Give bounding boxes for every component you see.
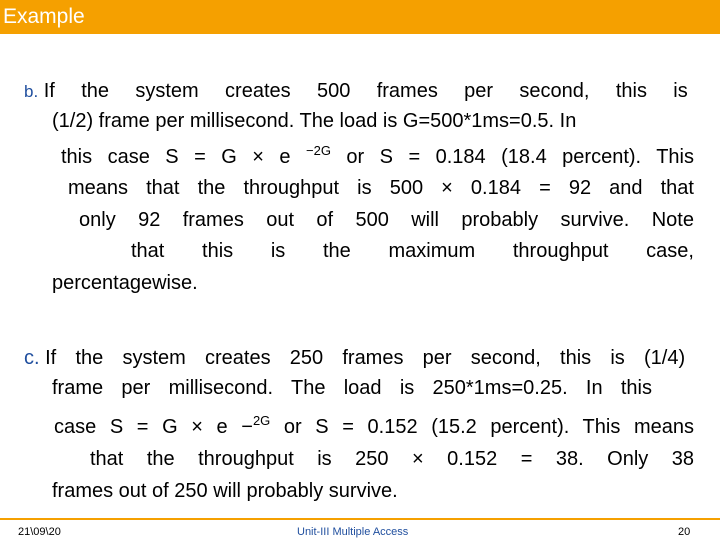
footer-topic: Multiple Access — [329, 526, 409, 538]
item-b-line-3 — [61, 145, 694, 169]
footer-unit-label: Unit-III — [297, 526, 330, 538]
item-c-exponent: 2G — [252, 413, 271, 428]
footer-unit — [297, 525, 408, 539]
item-b-line-5: only 92 frames out of 500 will probably survive. Note — [79, 209, 694, 231]
item-b-line-1 — [24, 79, 696, 104]
item-c-line-2: frame per millisecond. The load is 250*1ms=0.25. In this — [52, 377, 652, 399]
item-c-text-3a: case S = G × e − — [54, 416, 253, 438]
item-b-line-6: that this is the maximum throughput case, — [131, 240, 694, 262]
item-c-line-1 — [24, 346, 696, 370]
footer-rule — [0, 518, 720, 520]
title-bar — [0, 0, 720, 34]
page-number: 20 — [678, 526, 691, 538]
item-b-text-3b: or S = 0.184 (18.4 percent). This — [330, 146, 694, 168]
item-b-exponent: −2G — [306, 143, 331, 158]
item-c-line-5: frames out of 250 will probably survive. — [52, 480, 398, 502]
item-b-line-4: means that the throughput is 500 × 0.184 = 92 and that — [68, 177, 694, 199]
item-c-label: c. — [24, 347, 40, 369]
item-b-text-3a: this case S = G × e — [61, 146, 307, 168]
item-c-line-3 — [54, 415, 694, 439]
item-b-line-2: (1/2) frame per millisecond. The load is G=500*1ms=0.5. In — [52, 110, 577, 132]
item-b-label: b. — [24, 82, 39, 101]
item-b-line-7: percentagewise. — [52, 272, 198, 294]
item-b-text-1: If the system creates 500 frames per second, this is — [43, 80, 688, 102]
footer-date: 21\09\20 — [18, 526, 61, 538]
item-c-line-4: that the throughput is 250 × 0.152 = 38. Only 38 — [90, 448, 694, 470]
item-c-text-3b: or S = 0.152 (15.2 percent). This means — [270, 416, 694, 438]
slide-title: Example — [3, 5, 85, 28]
item-c-text-1: If the system creates 250 frames per second, this is (1/4) — [45, 347, 686, 369]
